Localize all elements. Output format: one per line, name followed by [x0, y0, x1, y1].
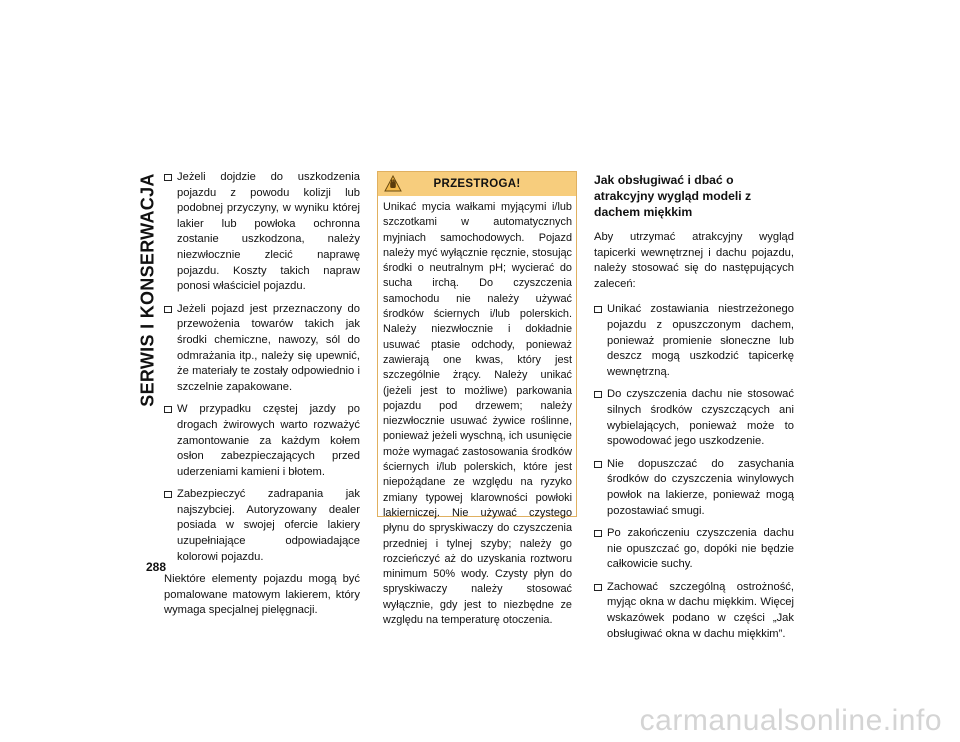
intro-paragraph: Aby utrzymać atrakcyjny wygląd tapicerki wewnętrznej i dachu pojazdu, należy stosować się do następujących zaleceń:	[594, 231, 794, 290]
list-item-text: Jeżeli pojazd jest przeznaczony do przewożenia towarów takich jak środki chemiczne, nawozy, sól do odmrażania itp., należy się upewnić, że materiały te zostały odpowiednio i szczelnie zapakowane.	[177, 302, 360, 393]
square-bullet-icon	[594, 306, 602, 313]
warning-header	[378, 172, 576, 196]
square-bullet-icon	[594, 391, 602, 398]
list-item	[594, 457, 794, 519]
warning-box	[377, 171, 577, 627]
list-item-text: Po zakończeniu czyszczenia dachu nie opuszczać go, dopóki nie będzie całkowicie suchy.	[607, 527, 794, 571]
section-heading: Jak obsługiwać i dbać o atrakcyjny wygląd modeli z dachem miękkim	[594, 173, 752, 219]
list-item	[594, 302, 794, 380]
matte-paint-paragraph: Niektóre elementy pojazdu mogą być pomalowane matowym lakierem, który wymaga specjalnej pielęgnacji.	[164, 573, 360, 617]
list-item-text: Unikać zostawiania niestrzeżonego pojazdu z opuszczonym dachem, ponieważ promienie słoneczne lub deszcz mogą uszkodzić tapicerkę wewnętrzną.	[607, 303, 794, 378]
warning-text: Unikać mycia wałkami myjącymi i/lub szczotkami w automatycznych myjniach samochodowych. Pojazd należy myć wyłącznie ręcznie, stosując środki o neutralnym pH; wycierać do sucha irchą. Do czyszczenia samochodu nie należy używać środków ściernych i/lub polerskich. Należy niezwłocznie i dokładnie usuwać ptasie odchody, ponieważ zawierają one kwas, który jest szczególnie żrący. Należy unikać (jeżeli jest to możliwe) parkowania pojazdu pod drzewem; należy niezwłocznie usuwać żywice roślinne, ponieważ jeżeli wyschną, ich usunięcie może wymagać zastosowania środków ściernych i/lub polerskich, które jest niepożądane ze względu na ryzyko zmiany typowej klarowności powłoki lakierniczej. Nie używać czystego płynu do spryskiwaczy do czyszczenia przedniej i tylnej szyby; należy go rozcieńczyć aż do uzyskania roztworu minimum 50% wody. Czysty płyn do spryskiwaczy należy stosować wyłącznie, gdy jest to niezbędne ze względu na temperaturę otoczenia.	[383, 201, 572, 627]
list-item-text: W przypadku częstej jazdy po drogach żwirowych warto rozważyć zamontowanie za każdym kołem osłon zabezpieczających przed uderzeniami kamieni i błotem.	[177, 403, 360, 478]
list-item	[594, 387, 794, 449]
square-bullet-icon	[164, 174, 172, 181]
square-bullet-icon	[594, 461, 602, 468]
list-item	[594, 580, 794, 642]
caution-hand-icon	[384, 175, 402, 192]
list-item-text: Do czyszczenia dachu nie stosować silnych środków czyszczących ani wybielających, ponieważ może to spowodować jego uszkodzenie.	[607, 388, 794, 448]
watermark: carmanualsonline.info	[639, 704, 942, 737]
square-bullet-icon	[164, 306, 172, 313]
list-item	[164, 487, 360, 565]
list-item-text: Zabezpieczyć zadrapania jak najszybciej. Autoryzowany dealer posiada w swojej ofercie lakiery uzupełniające odpowiadające kolorowi pojazdu.	[177, 488, 360, 563]
page-number: 288	[146, 560, 167, 574]
list-item	[164, 402, 360, 480]
list-item-text: Jeżeli dojdzie do uszkodzenia pojazdu z powodu kolizji lub podobnej przyczyny, w wyniku której lakier lub powłoka ochronna zostanie uszkodzona, należy niezwłocznie zlecić naprawę pojazdu. Koszty takich napraw ponosi właściciel pojazdu.	[177, 171, 360, 293]
square-bullet-icon	[594, 584, 602, 591]
square-bullet-icon	[164, 406, 172, 413]
list-item	[164, 170, 360, 295]
section-title-vertical: SERWIS I KONSERWACJA	[137, 173, 158, 407]
square-bullet-icon	[594, 530, 602, 537]
warning-title: PRZESTROGA!	[433, 178, 521, 190]
left-column	[164, 170, 360, 629]
list-item-text: Nie dopuszczać do zasychania środków do czyszczenia winylowych powłok na lakierze, ponieważ mogą pozostawiać smugi.	[607, 457, 794, 517]
list-item	[594, 526, 794, 573]
list-item-text: Zachować szczególną ostrożność, myjąc okna w dachu miękkim. Więcej wskazówek podano w części „Jak obsługiwać okna w dachu miękkim”.	[607, 580, 794, 640]
right-column	[594, 172, 794, 649]
square-bullet-icon	[164, 491, 172, 498]
list-item	[164, 302, 360, 396]
